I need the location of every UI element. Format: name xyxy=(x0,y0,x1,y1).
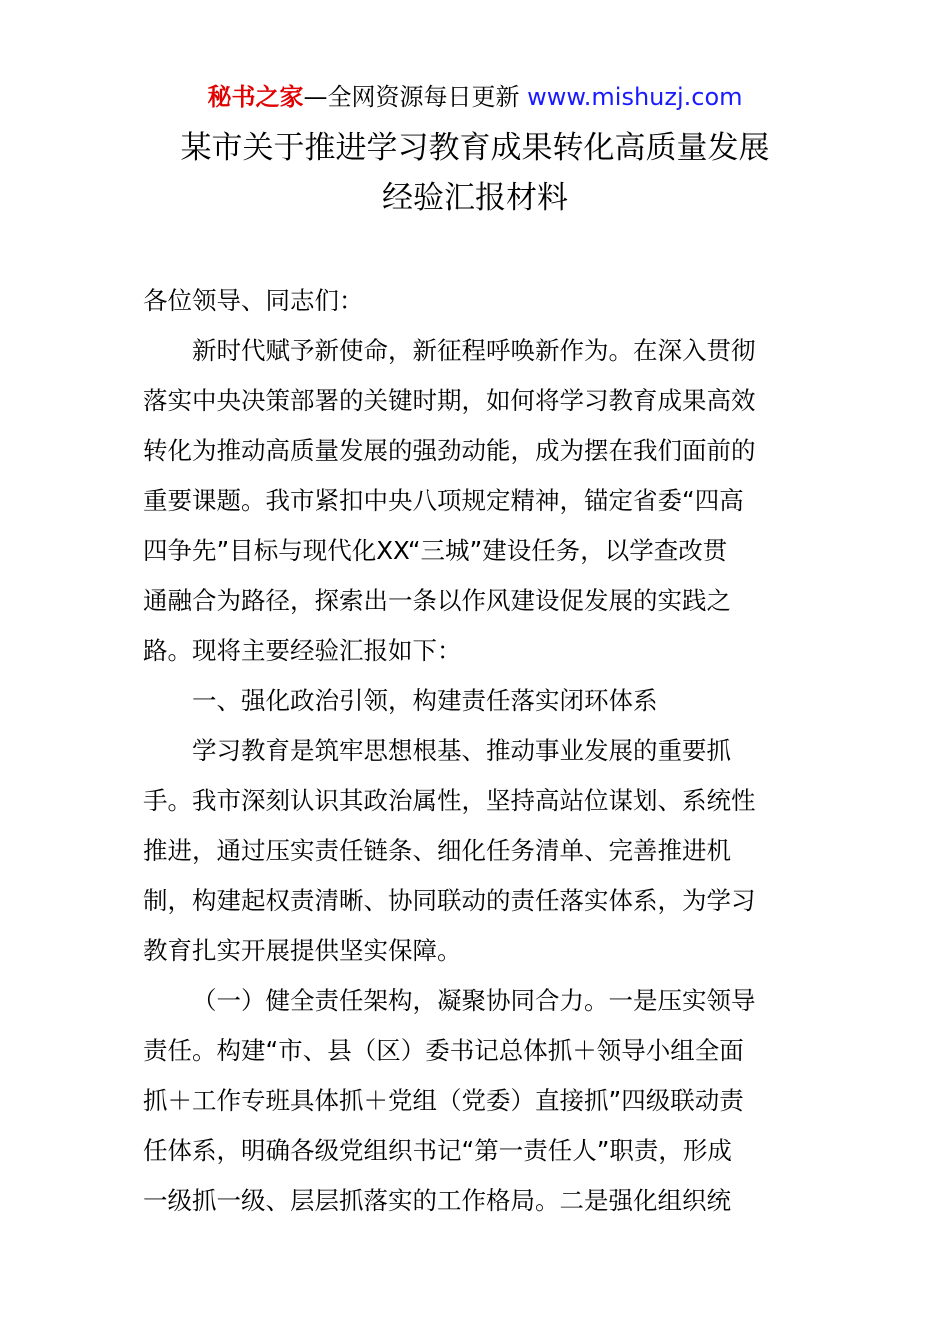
paragraph-line: 四争先”目标与现代化XX“三城”建设任务，以学查改贯 xyxy=(143,536,728,565)
document-body xyxy=(143,276,803,1226)
site-url[interactable]: www.mishuzj.com xyxy=(527,83,743,111)
paragraph-line: 手。我市深刻认识其政治属性，坚持高站位谋划、系统性 xyxy=(143,786,756,815)
paragraph-line: 通融合为路径，探索出一条以作风建设促发展的实践之 xyxy=(143,586,731,615)
paragraph-line: 任体系，明确各级党组织书记“第一责任人”职责，形成 xyxy=(143,1136,732,1165)
paragraph-line: 责任。构建“市、县（区）委书记总体抓＋领导小组全面 xyxy=(143,1036,744,1065)
paragraph-line: 抓＋工作专班具体抓＋党组（党委）直接抓”四级联动责 xyxy=(143,1086,744,1115)
paragraph-line: 转化为推动高质量发展的强劲动能，成为摆在我们面前的 xyxy=(143,436,756,465)
paragraph-line: （一）健全责任架构，凝聚协同合力。一是压实领导 xyxy=(192,986,756,1015)
section-heading: 一、强化政治引领，构建责任落实闭环体系 xyxy=(192,686,658,715)
header-tagline: —全网资源每日更新 xyxy=(303,83,520,111)
brand-name: 秘书之家 xyxy=(207,83,304,111)
paragraph-line: 重要课题。我市紧扣中央八项规定精神，锚定省委“四高 xyxy=(143,486,744,515)
paragraph-line: 学习教育是筑牢思想根基、推动事业发展的重要抓 xyxy=(192,736,731,765)
site-header xyxy=(0,80,950,114)
paragraph-line: 制，构建起权责清晰、协同联动的责任落实体系，为学习 xyxy=(143,886,756,915)
paragraph-line: 新时代赋予新使命，新征程呼唤新作为。在深入贯彻 xyxy=(192,336,756,365)
paragraph-line: 路。现将主要经验汇报如下： xyxy=(143,636,462,665)
paragraph-line: 一级抓一级、层层抓落实的工作格局。二是强化组织统 xyxy=(143,1186,731,1215)
salutation: 各位领导、同志们： xyxy=(143,286,364,315)
paragraph-line: 落实中央决策部署的关键时期，如何将学习教育成果高效 xyxy=(143,386,756,415)
document-title-line-1: 某市关于推进学习教育成果转化高质量发展 xyxy=(180,130,770,166)
paragraph-line: 推进，通过压实责任链条、细化任务清单、完善推进机 xyxy=(143,836,731,865)
paragraph-line: 教育扎实开展提供坚实保障。 xyxy=(143,936,462,965)
document-title-line-2: 经验汇报材料 xyxy=(382,180,568,216)
